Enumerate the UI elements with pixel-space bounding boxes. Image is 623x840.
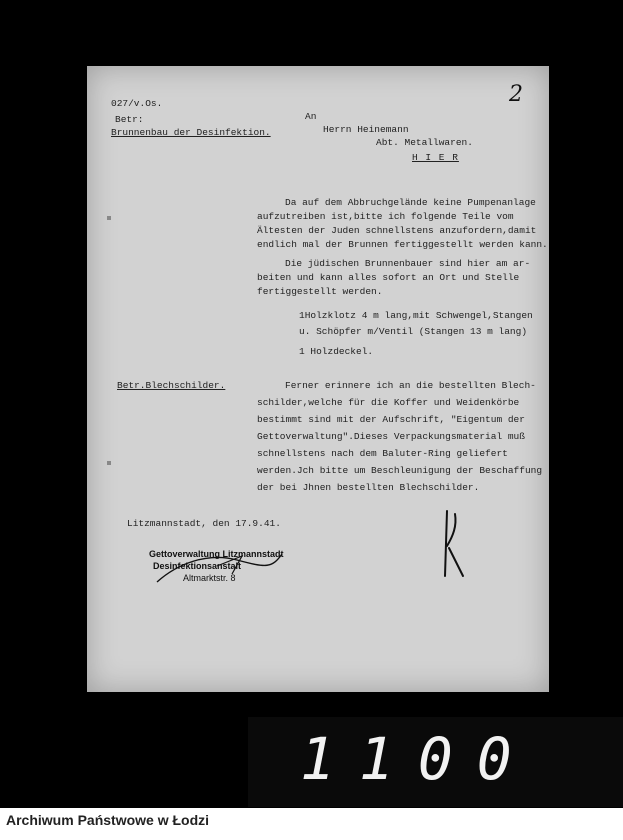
punch-mark	[107, 461, 111, 465]
page-number-handwritten: 2	[509, 82, 523, 107]
second-subject: Betr.Blechschilder.	[117, 380, 226, 391]
paragraph1-line4: endlich mal der Brunnen fertiggestellt werden kann.	[257, 239, 548, 250]
stamp-line3: Altmarktstr. 8	[183, 573, 236, 583]
subject-line: Brunnenbau der Desinfektion.	[111, 127, 271, 138]
reference-number: 027/v.Os.	[111, 98, 163, 109]
paragraph2-line6: werden.Jch bitte um Beschleunigung der Beschaffung	[257, 465, 543, 476]
recipient-place: H I E R	[412, 152, 459, 163]
subject-label: Betr:	[115, 114, 144, 125]
punch-mark	[107, 216, 111, 220]
item-line2: u. Schöpfer m/Ventil (Stangen 13 m lang)	[299, 326, 528, 337]
paragraph2-line5: schnellstens nach dem Baluter-Ring geliefert	[257, 448, 508, 459]
paragraph1-line6: beiten und kann alles sofort an Ort und Stelle	[257, 272, 520, 283]
stamp-line1: Gettoverwaltung Litzmannstadt	[149, 549, 284, 559]
document-page	[87, 66, 549, 692]
paragraph2-line1: Ferner erinnere ich an die bestellten Blech-	[285, 380, 536, 391]
recipient-name: Herrn Heinemann	[323, 124, 409, 135]
archive-name: Archiwum Państwowe w Łodzi	[6, 812, 210, 828]
paragraph2-line4: Gettoverwaltung".Dieses Verpackungsmaterial muß	[257, 431, 525, 442]
paragraph2-line7: der bei Jhnen bestellten Blechschilder.	[257, 482, 480, 493]
signature-scribble	[147, 544, 287, 589]
item-line3: 1 Holzdeckel.	[299, 346, 374, 357]
stamp-line2: Desinfektionsanstalt	[153, 561, 242, 571]
paragraph1-line1: Da auf dem Abbruchgelände keine Pumpenanlage	[285, 197, 536, 208]
paragraph2-line2: schilder,welche für die Koffer und Weidenkörbe	[257, 397, 520, 408]
paragraph1-line5: Die jüdischen Brunnenbauer sind hier am ar-	[285, 258, 531, 269]
film-frame-number: 1100	[300, 725, 536, 793]
to-prefix: An	[305, 111, 317, 122]
paragraph1-line2: aufzutreiben ist,bitte ich folgende Teile vom	[257, 211, 514, 222]
paragraph1-line7: fertiggestellt werden.	[257, 286, 383, 297]
place-date: Litzmannstadt, den 17.9.41.	[127, 518, 281, 529]
handwritten-initial	[439, 506, 469, 581]
paragraph2-line3: bestimmt sind mit der Aufschrift, "Eigentum der	[257, 414, 525, 425]
paragraph1-line3: Ältesten der Juden schnellstens anzufordern,damit	[257, 225, 537, 236]
recipient-department: Abt. Metallwaren.	[376, 137, 473, 148]
item-line1: 1Holzklotz 4 m lang,mit Schwengel,Stangen	[299, 310, 533, 321]
